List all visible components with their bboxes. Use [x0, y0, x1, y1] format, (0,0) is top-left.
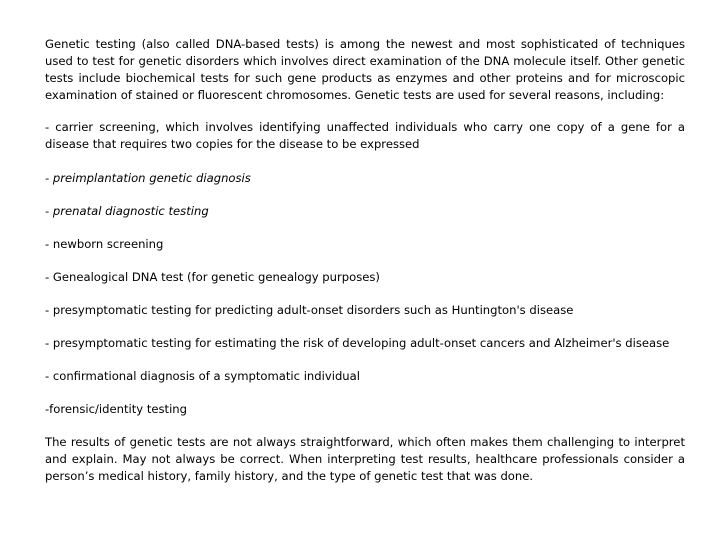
list-item-presymptomatic-huntington: - presymptomatic testing for predicting adult-onset disorders such as Huntington's disease — [45, 303, 574, 317]
list-item-newborn: - newborn screening — [45, 237, 164, 251]
list-item-forensic: -forensic/identity testing — [45, 402, 188, 416]
list-item-carrier-screening: - carrier screening, which involves identifying unaffected individuals who carry one copy of a gene for a disease that requires two copies for the disease to be expressed — [45, 120, 685, 151]
list-item-genealogical: - Genealogical DNA test (for genetic genealogy purposes) — [45, 270, 380, 284]
list-item-presymptomatic-cancer: - presymptomatic testing for estimating the risk of developing adult-onset cancers and Alzheimer's disease — [45, 336, 670, 350]
intro-paragraph: Genetic testing (also called DNA-based tests) is among the newest and most sophisticated of techniques used to test for genetic disorders which involves direct examination of the DNA molecule itself. Other genetic tests include biochemical tests for such gene products as enzymes and other proteins and for microscopic examination of stained or fluorescent chromosomes. Genetic tests are used for several reasons, including: — [45, 37, 685, 102]
list-item-preimplantation: - preimplantation genetic diagnosis — [45, 171, 251, 185]
document-body — [45, 36, 685, 485]
closing-paragraph: The results of genetic tests are not always straightforward, which often makes them challenging to interpret and explain. May not always be correct. When interpreting test results, healthcare professionals consider a person’s medical history, family history, and the type of genetic test that was done. — [45, 435, 685, 483]
list-item-confirmational: - confirmational diagnosis of a symptomatic individual — [45, 369, 360, 383]
list-item-prenatal: - prenatal diagnostic testing — [45, 204, 209, 218]
